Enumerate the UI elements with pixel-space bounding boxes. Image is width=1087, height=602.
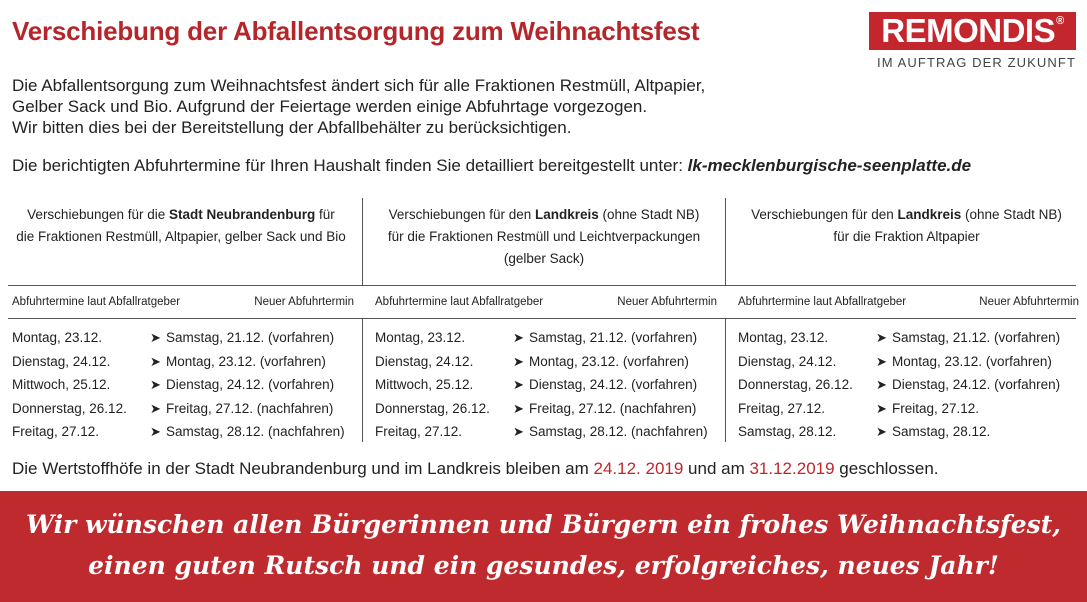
new-date-header: Neuer Abfuhrtermin <box>617 296 717 308</box>
website-link[interactable]: lk-mecklenburgische-seenplatte.de <box>687 156 972 175</box>
old-date-header: Abfuhrtermine laut Abfallratgeber <box>738 296 907 308</box>
schedule-row: Dienstag, 24.12. ➤ Montag, 23.12. (vorfahren) <box>738 353 1052 369</box>
schedule-column-landkreis-altpapier <box>726 200 1087 445</box>
schedule-row: Montag, 23.12. ➤ Samstag, 21.12. (vorfahren) <box>12 330 335 345</box>
info-text: Die berichtigten Abfuhrtermine für Ihren Haushalt finden Sie detailliert bereitgestellt unter: <box>12 156 683 175</box>
schedule-row: Donnerstag, 26.12. ➤ Dienstag, 24.12. (vorfahren) <box>738 377 1061 392</box>
info-line <box>12 156 971 176</box>
arrow-icon: ➤ <box>513 353 524 369</box>
old-date-header: Abfuhrtermine laut Abfallratgeber <box>375 296 544 308</box>
schedule-column-landkreis-restmuell <box>363 200 725 445</box>
arrow-icon: ➤ <box>513 330 524 345</box>
intro-line: Die Abfallentsorgung zum Weihnachtsfest ändert sich für alle Fraktionen Restmüll, Altpapier, <box>12 76 706 95</box>
arrow-icon: ➤ <box>513 400 524 416</box>
schedule-row: Mittwoch, 25.12. ➤ Dienstag, 24.12. (vorfahren) <box>12 377 335 392</box>
schedule-row: Dienstag, 24.12. ➤ Montag, 23.12. (vorfahren) <box>375 353 689 369</box>
schedule-column-neubrandenburg <box>0 200 362 445</box>
recycling-centers-notice: Die Wertstoffhöfe in der Stadt Neubrandenburg und im Landkreis bleiben am 24.12. 2019 und am 31.12.2019 geschlossen. <box>12 459 939 478</box>
schedule-row: Freitag, 27.12. ➤ Samstag, 28.12. (nachfahren) <box>375 424 708 439</box>
new-date-header: Neuer Abfuhrtermin <box>979 296 1079 308</box>
page-title: Verschiebung der Abfallentsorgung zum Weihnachtsfest <box>12 16 700 46</box>
schedule-row: Samstag, 28.12. ➤ Samstag, 28.12. <box>738 424 991 439</box>
arrow-icon: ➤ <box>513 424 524 439</box>
schedule-row: Mittwoch, 25.12. ➤ Dienstag, 24.12. (vorfahren) <box>375 377 698 392</box>
logo-text: REMONDIS <box>881 12 1056 49</box>
holiday-greeting-banner <box>0 491 1087 602</box>
arrow-icon: ➤ <box>150 353 161 369</box>
column-heading: Verschiebungen für den Landkreis (ohne Stadt NB) für die Fraktionen Restmüll und Leichtverpackungen (gelber Sack) <box>387 207 701 266</box>
arrow-icon: ➤ <box>513 377 524 392</box>
new-date-header: Neuer Abfuhrtermin <box>254 296 354 308</box>
greeting-line: einen guten Rutsch und ein gesundes, erfolgreiches, neues Jahr! <box>88 551 999 580</box>
schedule-row: Montag, 23.12. ➤ Samstag, 21.12. (vorfahren) <box>375 330 698 345</box>
greeting-line: Wir wünschen allen Bürgerinnen und Bürgern ein frohes Weihnachtsfest, <box>26 510 1061 539</box>
arrow-icon: ➤ <box>876 400 887 416</box>
arrow-icon: ➤ <box>876 377 887 392</box>
schedule-row: Montag, 23.12. ➤ Samstag, 21.12. (vorfahren) <box>738 330 1061 345</box>
column-heading: Verschiebungen für den Landkreis (ohne Stadt NB) für die Fraktion Altpapier <box>751 207 1062 244</box>
arrow-icon: ➤ <box>150 377 161 392</box>
schedule-row: Freitag, 27.12. ➤ Freitag, 27.12. <box>738 400 980 416</box>
registered-mark: ® <box>1056 15 1064 27</box>
schedule-rows <box>375 330 721 448</box>
schedule-row: Dienstag, 24.12. ➤ Montag, 23.12. (vorfahren) <box>12 353 326 369</box>
arrow-icon: ➤ <box>150 424 161 439</box>
remondis-logo <box>869 12 1076 50</box>
arrow-icon: ➤ <box>876 353 887 369</box>
arrow-icon: ➤ <box>876 330 887 345</box>
closed-date-2: 31.12.2019 <box>749 459 835 478</box>
closed-date-1: 24.12. 2019 <box>593 459 684 478</box>
intro-line: Gelber Sack und Bio. Aufgrund der Feiertage werden einige Abfuhrtage vorgezogen. <box>12 97 648 116</box>
intro-text <box>12 75 705 138</box>
arrow-icon: ➤ <box>150 400 161 416</box>
schedule-rows <box>12 330 358 448</box>
schedule-row: Donnerstag, 26.12. ➤ Freitag, 27.12. (nachfahren) <box>12 400 334 416</box>
intro-line: Wir bitten dies bei der Bereitstellung der Abfallbehälter zu berücksichtigen. <box>12 118 572 137</box>
schedule-row: Donnerstag, 26.12. ➤ Freitag, 27.12. (nachfahren) <box>375 400 697 416</box>
schedule-row: Freitag, 27.12. ➤ Samstag, 28.12. (nachfahren) <box>12 424 345 439</box>
logo-tagline: IM AUFTRAG DER ZUKUNFT <box>877 55 1076 70</box>
arrow-icon: ➤ <box>150 330 161 345</box>
schedule-rows <box>738 330 1083 448</box>
column-heading: Verschiebungen für die Stadt Neubrandenburg für die Fraktionen Restmüll, Altpapier, gelber Sack und Bio <box>16 207 346 244</box>
arrow-icon: ➤ <box>876 424 887 439</box>
old-date-header: Abfuhrtermine laut Abfallratgeber <box>12 296 181 308</box>
